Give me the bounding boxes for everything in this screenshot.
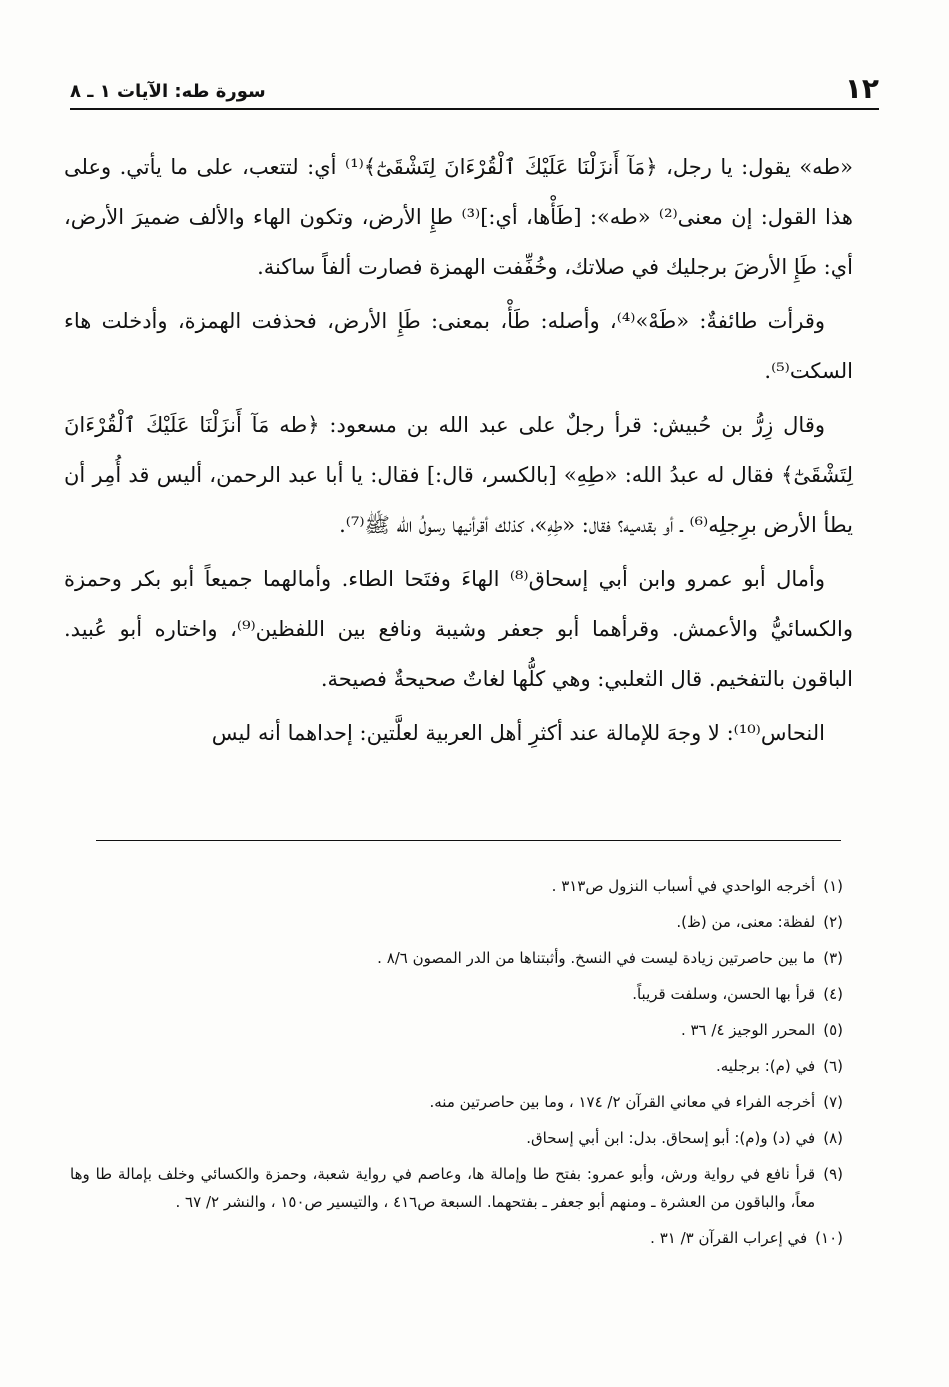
header-rule bbox=[70, 108, 879, 110]
footnote-number: (٥) bbox=[823, 1021, 843, 1039]
paragraph: «طه» يقول: يا رجل، ﴿مَآ أَنزَلْنَا عَلَيْكَ ٱلْقُرْءَانَ لِتَشْقَىٰٓ﴾⁽¹⁾ أي: لتتعب، على ما يأتي. وعلى هذا القول: إن معنى⁽²⁾ «طه»: [طَأْها، أي:]⁽³⁾ طإِ الأرض، وتكون الهاء والألف ضميرَ الأرض، أي: طَإِ الأرضَ برجليك في صلاتك، وخُفِّفت الهمزة فصارت ألفاً ساكنة. bbox=[64, 155, 854, 279]
footnote-text: في (م): برجليه. bbox=[715, 1057, 816, 1075]
paragraph: وأمال أبو عمرو وابن أبي إسحاق⁽⁸⁾ الهاءَ وفتَحا الطاء. وأمالهما جميعاً أبو بكر وحمزة والكسائيُّ والأعمش. وقرأهما أبو جعفر وشيبة ونافع بين اللفظين⁽⁹⁾، واختاره أبو عُبيد. الباقون بالتفخيم. قال الثعلبي: وهي كلُّها لغاتٌ صحيحةٌ فصيحة. bbox=[64, 567, 853, 691]
footnote-number: (٦) bbox=[823, 1057, 843, 1075]
footnote-text: في إعراب القرآن ٣/ ٣١ . bbox=[650, 1229, 808, 1247]
footnote bbox=[70, 1160, 843, 1216]
footnote-number: (١) bbox=[823, 877, 843, 895]
footnote-text: ما بين حاصرتين زيادة ليست في النسخ. وأثبتناها من الدر المصون ٨/٦ . bbox=[377, 949, 816, 967]
footnotes bbox=[70, 872, 843, 1260]
page-header bbox=[70, 68, 879, 104]
footnote-number: (٧) bbox=[823, 1093, 843, 1111]
page-number: ١٢ bbox=[844, 72, 879, 105]
footnote bbox=[70, 908, 843, 936]
footnote bbox=[70, 1224, 843, 1252]
footnote bbox=[70, 1124, 843, 1152]
paragraph: النحاس⁽¹⁰⁾: لا وجهَ للإمالة عند أكثرِ أهل العربية لعلَّتين: إحداهما أنه ليس bbox=[211, 721, 825, 745]
footnote-number: (٩) bbox=[823, 1165, 843, 1183]
footnote-text: قرأ نافع في رواية ورش، وأبو عمرو: بفتح طا وإمالة ها، وعاصم في رواية شعبة، وحمزة والكسائي وخلف بإمالة طا وها معاً، والباقون من العشرة ـ ومنهم أبو جعفر ـ بفتحهما. السبعة ص٤١٦ ، والتيسير ص١٥٠ ، والنشر ٢/ ٦٧ . bbox=[70, 1165, 816, 1211]
running-head: سورة طه: الآيات ١ ـ ٨ bbox=[70, 81, 266, 102]
paragraph: وقال زِرُّ بن حُبيش: قرأ رجلٌ على عبد الله بن مسعود: ﴿طه مَآ أَنزَلْنَا عَلَيْكَ ٱلْقُرْءَانَ لِتَشْقَىٰٓ﴾ فقال له عبدُ الله: «طِهِ» [بالكسر، قال:] فقال: يا أبا عبد الرحمن، أليس قد أُمِر أن يطأ الأرض برِجلِه⁽⁶⁾ ـ أو بقدميه؟ فقال: «طِهِ»، كذلك أقرأنيها رسولُ الله ﷺ⁽⁷⁾. bbox=[64, 413, 853, 537]
footnote bbox=[70, 1088, 843, 1116]
footnote-text: قرأ بها الحسن، وسلفت قريباً. bbox=[632, 985, 816, 1003]
footnote-number: (١٠) bbox=[815, 1229, 843, 1247]
footnote-rule bbox=[96, 840, 841, 841]
footnote-number: (٢) bbox=[823, 913, 843, 931]
footnote-text: أخرجه الفراء في معاني القرآن ٢/ ١٧٤ ، وما بين حاصرتين منه. bbox=[429, 1093, 816, 1111]
footnote-text: في (د) و(م): أبو إسحاق. بدل: ابن أبي إسحاق. bbox=[526, 1129, 816, 1147]
footnote-number: (٤) bbox=[823, 985, 843, 1003]
main-text bbox=[64, 142, 853, 762]
footnote bbox=[70, 1052, 843, 1080]
footnote-text: المحرر الوجيز ٤/ ٣٦ . bbox=[680, 1021, 816, 1039]
footnote bbox=[70, 872, 843, 900]
footnote bbox=[70, 944, 843, 972]
footnote-number: (٣) bbox=[823, 949, 843, 967]
footnote bbox=[70, 1016, 843, 1044]
footnote-number: (٨) bbox=[823, 1129, 843, 1147]
footnote-text: أخرجه الواحدي في أسباب النزول ص٣١٣ . bbox=[551, 877, 816, 895]
footnote-text: لفظة: معنى، من (ظ). bbox=[676, 913, 816, 931]
paragraph: وقرأت طائفةٌ: «طَهْ»⁽⁴⁾، وأصله: طَأْ، بمعنى: طَإِ الأرض، فحذفت الهمزة، وأدخلت هاء السكت⁽⁵⁾. bbox=[64, 309, 853, 383]
footnote bbox=[70, 980, 843, 1008]
